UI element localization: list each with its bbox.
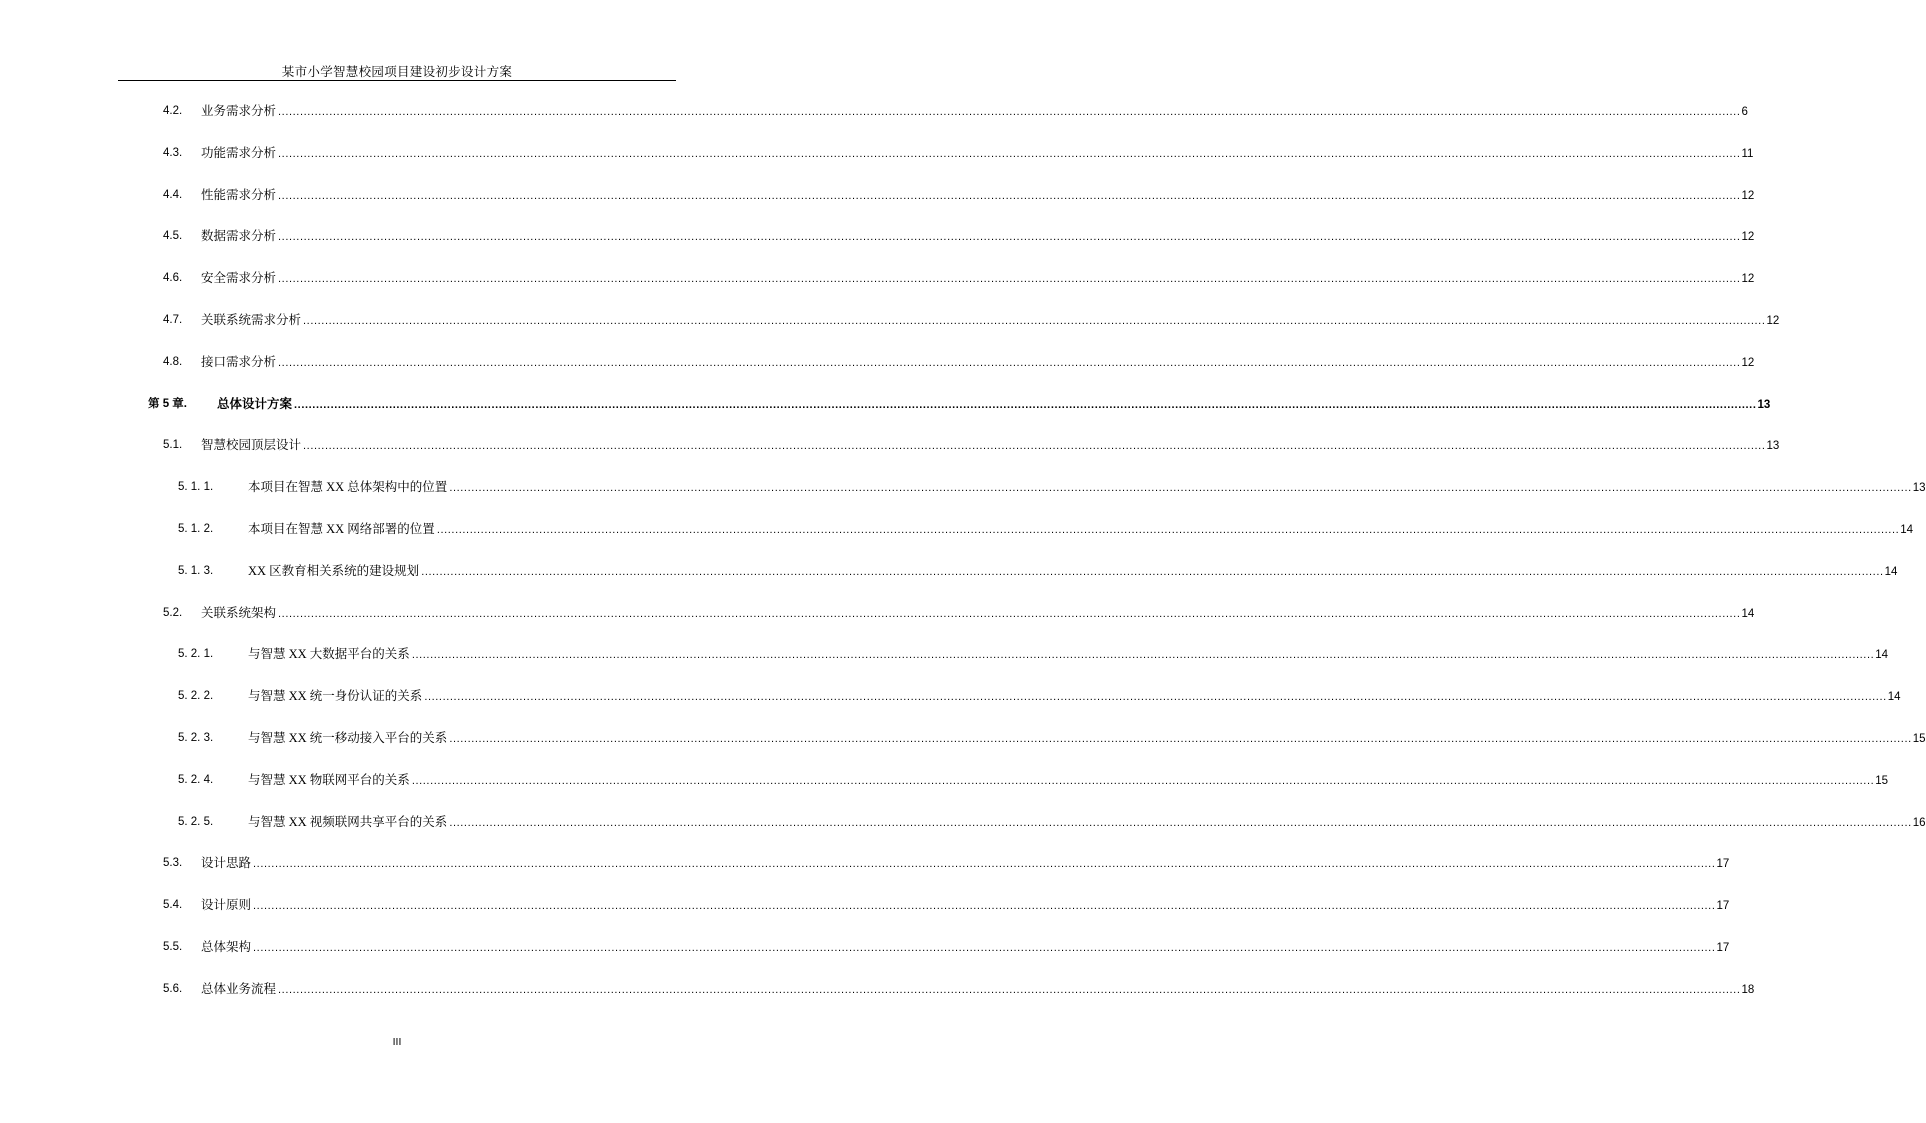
toc-entry-page: 6 <box>1741 106 1748 118</box>
toc-entry-number: 5. 1. 3. <box>178 564 214 577</box>
toc-entry-page: 18 <box>1741 983 1755 996</box>
toc-entry-title: 数据需求分析 <box>201 229 277 244</box>
toc-entry-number: 4.4. <box>163 188 183 201</box>
toc-entry-number: 5. 2. 3. <box>178 732 214 744</box>
toc-dot-leader: ................................................................................................................................................................................................................................................................................................................................................................................................................ <box>278 231 1741 244</box>
toc-dot-leader: ................................................................................................................................................................................................................................................................................................................................................................................................................ <box>253 858 1716 871</box>
toc-entry[interactable] <box>0 435 1780 455</box>
toc-entry[interactable] <box>0 644 1889 664</box>
toc-dot-leader: ................................................................................................................................................................................................................................................................................................................................................................................................................ <box>278 607 1741 620</box>
toc-entry[interactable] <box>0 895 1730 915</box>
toc-entry-page: 14 <box>1900 524 1914 536</box>
toc-entry-title: 业务需求分析 <box>201 104 277 118</box>
toc-entry[interactable] <box>0 310 1780 330</box>
toc-entry-page: 12 <box>1741 273 1755 286</box>
toc-entry-page: 13 <box>1766 440 1780 453</box>
toc-dot-leader: ................................................................................................................................................................................................................................................................................................................................................................................................................ <box>253 942 1716 954</box>
toc-entry[interactable] <box>0 394 1771 414</box>
toc-entry-page: 13 <box>1757 398 1771 411</box>
toc-entry[interactable] <box>0 226 1755 246</box>
toc-entry-number: 4.3. <box>163 146 183 159</box>
toc-entry-title: 设计原则 <box>201 898 252 913</box>
toc-entry-page: 13 <box>1912 482 1926 495</box>
toc-dot-leader: ................................................................................................................................................................................................................................................................................................................................................................................................................ <box>253 900 1716 913</box>
toc-entry[interactable] <box>0 853 1730 873</box>
toc-dot-leader: ................................................................................................................................................................................................................................................................................................................................................................................................................ <box>294 398 1757 411</box>
toc-entry-title: 与智慧 XX 统一移动接入平台的关系 <box>248 731 448 745</box>
toc-dot-leader: ................................................................................................................................................................................................................................................................................................................................................................................................................ <box>449 733 1912 745</box>
toc-dot-leader: ................................................................................................................................................................................................................................................................................................................................................................................................................ <box>449 482 1912 495</box>
toc-dot-leader: ................................................................................................................................................................................................................................................................................................................................................................................................................ <box>278 356 1741 369</box>
toc-entry-title: 与智慧 XX 统一身份认证的关系 <box>248 689 423 704</box>
toc-entry-page: 14 <box>1887 691 1901 704</box>
toc-entry-title: 关联系统架构 <box>201 605 277 620</box>
toc-entry[interactable] <box>0 979 1755 999</box>
toc-entry-page: 11 <box>1741 147 1754 160</box>
toc-entry-title: 与智慧 XX 物联网平台的关系 <box>248 772 410 787</box>
toc-dot-leader: ................................................................................................................................................................................................................................................................................................................................................................................................................ <box>278 106 1741 118</box>
toc-entry-title: 安全需求分析 <box>201 271 277 286</box>
toc-entry[interactable] <box>0 519 1914 539</box>
toc-entry-number: 5. 1. 2. <box>178 523 214 535</box>
toc-dot-leader: ................................................................................................................................................................................................................................................................................................................................................................................................................ <box>278 273 1741 286</box>
toc-entry-number: 5. 2. 2. <box>178 690 214 703</box>
toc-entry-number: 4.8. <box>163 355 183 368</box>
toc-dot-leader: ................................................................................................................................................................................................................................................................................................................................................................................................................ <box>424 691 1887 704</box>
toc-dot-leader: ................................................................................................................................................................................................................................................................................................................................................................................................................ <box>278 147 1741 160</box>
toc-entry[interactable] <box>0 770 1889 790</box>
toc-entry-title: 总体架构 <box>201 940 252 954</box>
toc-entry-title: 性能需求分析 <box>201 187 277 202</box>
toc-entry[interactable] <box>0 686 1901 706</box>
toc-entry[interactable] <box>0 937 1730 957</box>
toc-entry-page: 14 <box>1741 607 1755 620</box>
toc-entry-title: 智慧校园顶层设计 <box>201 438 302 453</box>
toc-entry-page: 15 <box>1875 774 1889 787</box>
toc-entry-title: 本项目在智慧 XX 总体架构中的位置 <box>248 480 448 495</box>
toc-entry-number: 5.3. <box>163 857 183 870</box>
toc-entry[interactable] <box>0 101 1748 121</box>
toc-entry-title: 关联系统需求分析 <box>201 313 302 327</box>
toc-entry-number: 5.1. <box>163 439 183 452</box>
toc-entry-page: 17 <box>1716 942 1730 954</box>
toc-entry-number: 5.2. <box>163 606 183 619</box>
toc-entry-page: 12 <box>1741 231 1755 244</box>
toc-entry-page: 16 <box>1912 816 1926 829</box>
toc-entry-title: 本项目在智慧 XX 网络部署的位置 <box>248 522 435 536</box>
toc-dot-leader: ................................................................................................................................................................................................................................................................................................................................................................................................................ <box>436 524 1900 536</box>
toc-entry-title: 接口需求分析 <box>201 354 277 369</box>
toc-entry-page: 14 <box>1875 649 1889 662</box>
toc-entry[interactable] <box>0 603 1755 623</box>
toc-entry-page: 17 <box>1716 858 1730 871</box>
toc-entry-page: 15 <box>1912 733 1926 745</box>
toc-entry-page: 12 <box>1766 315 1780 327</box>
toc-entry[interactable] <box>0 812 1926 832</box>
toc-entry-page: 17 <box>1716 900 1730 913</box>
toc-entry-title: 总体设计方案 <box>217 396 293 411</box>
toc-entry[interactable] <box>0 268 1755 288</box>
toc-dot-leader: ................................................................................................................................................................................................................................................................................................................................................................................................................ <box>421 565 1884 578</box>
toc-entry[interactable] <box>0 477 1926 497</box>
toc-dot-leader: ................................................................................................................................................................................................................................................................................................................................................................................................................ <box>411 649 1875 662</box>
toc-entry-number: 5. 2. 4. <box>178 773 214 786</box>
toc-entry-number: 4.6. <box>163 272 183 285</box>
toc-entry[interactable] <box>0 143 1754 163</box>
toc-entry-title: 功能需求分析 <box>201 145 277 160</box>
toc-entry-title: 设计思路 <box>201 856 252 871</box>
toc-dot-leader: ................................................................................................................................................................................................................................................................................................................................................................................................................ <box>303 440 1766 453</box>
page-number: III <box>392 1036 402 1048</box>
toc-entry-number: 5.6. <box>163 982 183 995</box>
toc-entry-number: 4.5. <box>163 230 183 243</box>
toc-entry-title: XX 区教育相关系统的建设规划 <box>248 563 420 578</box>
toc-entry-number: 5.5. <box>163 941 183 953</box>
toc-dot-leader: ................................................................................................................................................................................................................................................................................................................................................................................................................ <box>303 315 1766 327</box>
toc-entry-number: 5. 1. 1. <box>178 481 214 494</box>
toc-entry-page: 12 <box>1741 356 1755 369</box>
toc-entry-page: 14 <box>1884 565 1898 578</box>
running-header: 某市小学智慧校园项目建设初步设计方案 <box>281 65 513 79</box>
toc-entry[interactable] <box>0 185 1755 205</box>
toc-entry[interactable] <box>0 352 1755 372</box>
toc-entry-title: 与智慧 XX 大数据平台的关系 <box>248 647 410 662</box>
toc-entry-number: 第 5 章. <box>148 397 187 410</box>
toc-entry-number: 4.7. <box>163 314 183 326</box>
toc-dot-leader: ................................................................................................................................................................................................................................................................................................................................................................................................................ <box>449 816 1912 829</box>
toc-entry-title: 与智慧 XX 视频联网共享平台的关系 <box>248 814 448 829</box>
toc-dot-leader: ................................................................................................................................................................................................................................................................................................................................................................................................................ <box>278 983 1741 996</box>
toc-entry[interactable] <box>0 561 1898 581</box>
toc-entry[interactable] <box>0 728 1926 748</box>
toc-entry-number: 4.2. <box>163 105 183 117</box>
toc-entry-number: 5. 2. 5. <box>178 815 214 828</box>
toc-dot-leader: ................................................................................................................................................................................................................................................................................................................................................................................................................ <box>411 774 1875 787</box>
toc-entry-number: 5.4. <box>163 899 183 912</box>
toc-entry-title: 总体业务流程 <box>201 981 277 996</box>
toc-entry-number: 5. 2. 1. <box>178 648 214 661</box>
toc-dot-leader: ................................................................................................................................................................................................................................................................................................................................................................................................................ <box>278 189 1741 202</box>
header-rule <box>118 80 676 81</box>
toc-entry-page: 12 <box>1741 189 1755 202</box>
